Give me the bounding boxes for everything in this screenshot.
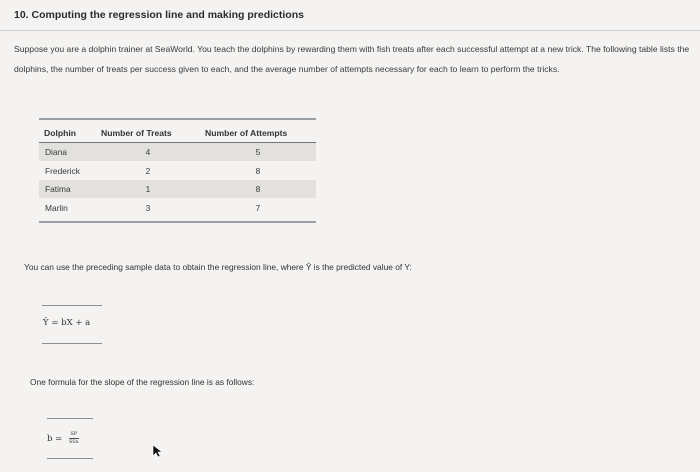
cell-attempts: 8 (255, 184, 261, 194)
header-attempts: Number of Attempts (205, 128, 288, 138)
mouse-cursor-icon (152, 444, 162, 458)
slope-fraction (69, 432, 79, 445)
slope-bottom-rule (47, 458, 93, 459)
cell-treats: 3 (145, 203, 151, 213)
cell-treats: 2 (145, 166, 151, 176)
regression-description: You can use the preceding sample data to obtain the regression line, where Ŷ is the predicted value of Y: (24, 262, 412, 272)
equation-top-rule (42, 305, 102, 306)
problem-intro: Suppose you are a dolphin trainer at SeaWorld. You teach the dolphins by rewarding them with fish treats after each successful attempt at a new trick. The following table lists the dolphins, the number of treats per success given to each, and the average number of attempts necessary for each to learn to perform the tricks. (14, 44, 690, 74)
table-bottom-border (39, 221, 316, 223)
cell-attempts: 7 (255, 203, 261, 213)
cell-treats: 4 (145, 147, 151, 157)
table-top-border (39, 118, 316, 120)
title-divider (0, 30, 700, 31)
slope-top-rule (47, 418, 93, 419)
equation-bottom-rule (42, 343, 102, 344)
slope-description: One formula for the slope of the regression line is as follows: (30, 377, 255, 387)
table-row (39, 180, 316, 198)
cell-dolphin: Fatima (45, 184, 71, 194)
cell-dolphin: Diana (45, 147, 67, 157)
cell-attempts: 5 (255, 147, 261, 157)
table-row (39, 162, 316, 180)
slope-lhs: b = (47, 434, 63, 444)
regression-equation: Ŷ = bX + a (43, 318, 91, 328)
table-header (39, 124, 316, 142)
cell-dolphin: Marlin (45, 203, 68, 213)
header-treats: Number of Treats (101, 128, 172, 138)
cell-dolphin: Frederick (45, 166, 80, 176)
cell-treats: 1 (145, 184, 151, 194)
cell-attempts: 8 (255, 166, 261, 176)
slope-equation (47, 432, 79, 445)
slope-numerator: SP (70, 431, 78, 437)
problem-title: 10. Computing the regression line and making predictions (14, 9, 304, 21)
slope-denominator: SSx (68, 439, 79, 445)
table-row (39, 199, 316, 217)
header-dolphin: Dolphin (44, 128, 76, 138)
table-row (39, 143, 316, 161)
